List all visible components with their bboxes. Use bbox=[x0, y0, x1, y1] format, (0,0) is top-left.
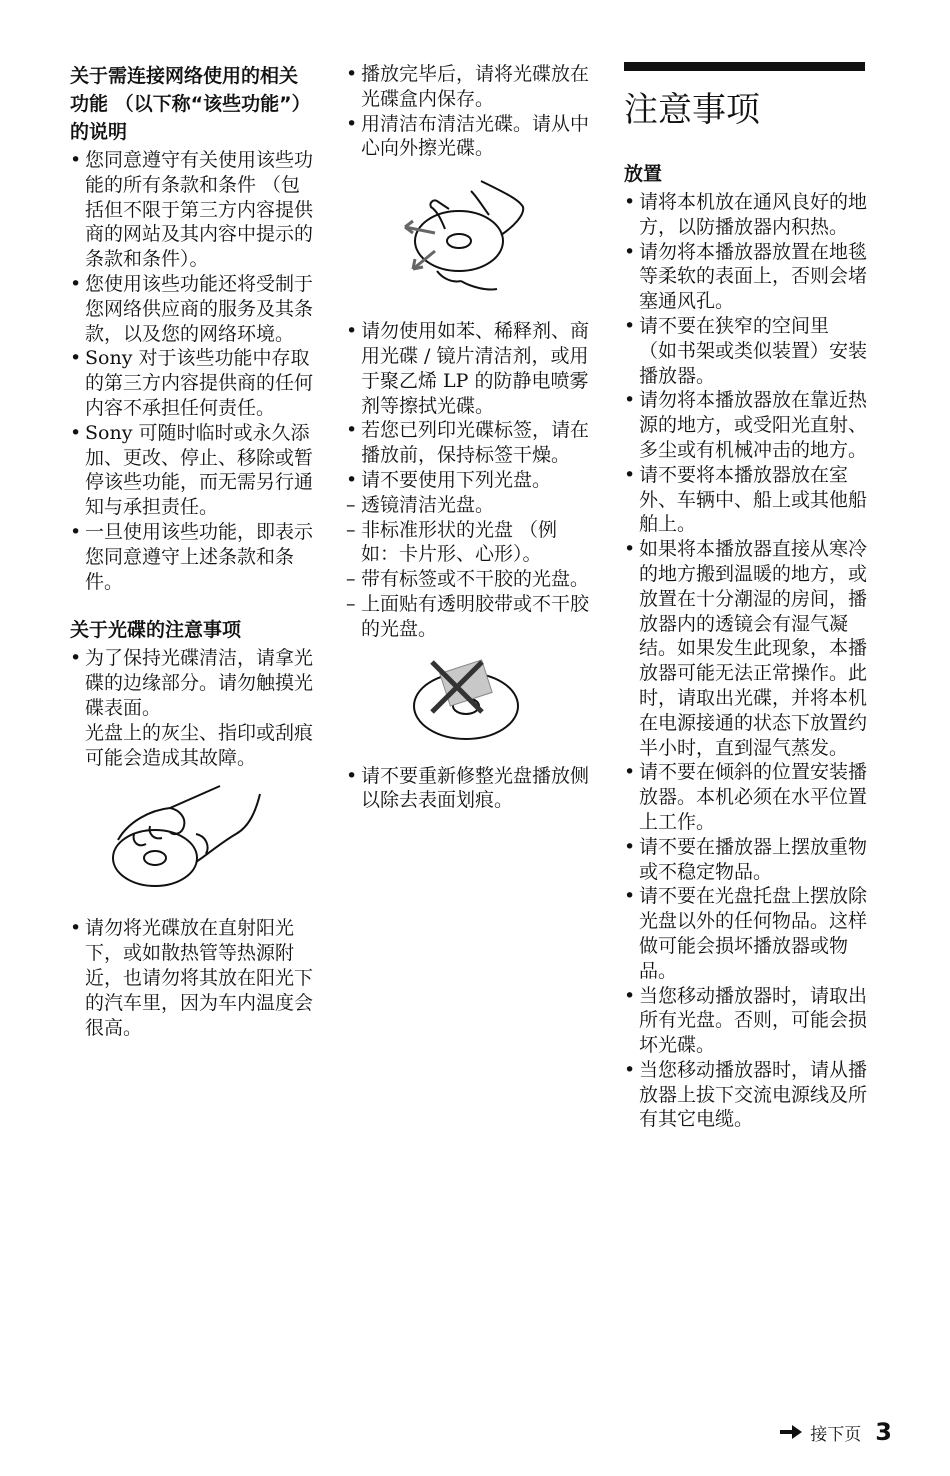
middle-column bbox=[346, 62, 591, 813]
list-item: • 请不要将本播放器放在室外、车辆中、船上或其他船舶上。 bbox=[624, 463, 869, 537]
list-item: • 您同意遵守有关使用该些功能的所有条款和条件 （包括但不限于第三方内容提供商的网站及其内容中提示的条款和条件）。 bbox=[70, 148, 315, 272]
list-item: • Sony 可随时临时或永久添加、更改、停止、移除或暂停该些功能，而无需另行通知与承担责任。 bbox=[70, 421, 315, 520]
list-item: • Sony 对于该些功能中存取的第三方内容提供商的任何内容不承担任何责任。 bbox=[70, 346, 315, 420]
left-column bbox=[70, 62, 315, 1040]
dash-item: – 带有标签或不干胶的光盘。 bbox=[346, 567, 591, 592]
disc-care-list-2 bbox=[346, 319, 591, 641]
list-item: • 请不要在播放器上摆放重物或不稳定物品。 bbox=[624, 835, 869, 885]
list-item: • 当您移动播放器时，请从播放器上拔下交流电源线及所有其它电缆。 bbox=[624, 1058, 869, 1132]
list-item-text: 请不要使用下列光盘。 bbox=[361, 468, 552, 491]
list-item bbox=[70, 646, 315, 770]
right-column bbox=[624, 62, 869, 1132]
list-item: • 当您移动播放器时，请取出所有光盘。否则，可能会损坏光碟。 bbox=[624, 984, 869, 1058]
page-footer bbox=[780, 1418, 892, 1446]
continued-label: 接下页 bbox=[810, 1424, 862, 1445]
list-item bbox=[346, 468, 591, 642]
list-item: • 请将本机放在通风良好的地方，以防播放器内积热。 bbox=[624, 190, 869, 240]
section-title: 注意事项 bbox=[624, 90, 760, 130]
list-item: • 您使用该些功能还将受制于您网络供应商的服务及其条款，以及您的网络环境。 bbox=[70, 272, 315, 346]
list-item: • 一旦使用该些功能，即表示您同意遵守上述条款和条件。 bbox=[70, 520, 315, 594]
list-item: • 若您已列印光碟标签，请在播放前，保持标签干燥。 bbox=[346, 418, 591, 468]
labelled-disc-illustration bbox=[412, 656, 524, 742]
network-functions-heading: 关于需连接网络使用的相关功能 （以下称“该些功能”）的说明 bbox=[70, 65, 311, 143]
disc-notes-heading: 关于光碟的注意事项 bbox=[70, 619, 242, 642]
list-item: • 请不要重新修整光盘播放侧以除去表面划痕。 bbox=[346, 764, 591, 814]
disc-notes-list-2 bbox=[70, 916, 315, 1040]
list-item-text: 为了保持光碟清洁，请拿光碟的边缘部分。请勿触摸光碟表面。 bbox=[85, 647, 314, 719]
dash-item: – 透镜清洁光盘。 bbox=[346, 493, 591, 518]
unsupported-discs-list bbox=[346, 493, 591, 642]
hold-disc-edge-illustration bbox=[110, 780, 270, 898]
right-arrow-icon bbox=[780, 1425, 802, 1439]
list-item: • 请勿将本播放器放置在地毯等柔软的表面上，否则会堵塞通风孔。 bbox=[624, 240, 869, 314]
list-item: • 用清洁布清洁光碟。请从中心向外擦光碟。 bbox=[346, 112, 591, 162]
network-functions-list bbox=[70, 148, 315, 594]
list-item: • 如果将本播放器直接从寒冷的地方搬到温暖的地方，或放置在十分潮湿的房间，播放器内的透镜会有湿气凝结。如果发生此现象，本播放器可能无法正常操作。此时，请取出光碟，并将本机在电源接通的状态下放置约半小时，直到湿气蒸发。 bbox=[624, 537, 869, 760]
list-item-note: 光盘上的灰尘、指印或刮痕可能会造成其故障。 bbox=[85, 721, 314, 769]
placement-list bbox=[624, 190, 869, 1132]
disc-notes-list bbox=[70, 646, 315, 770]
placement-heading: 放置 bbox=[624, 163, 663, 185]
list-item: • 请勿将光碟放在直射阳光下，或如散热管等热源附近，也请勿将其放在阳光下的汽车里，因为车内温度会很高。 bbox=[70, 916, 315, 1040]
list-item: • 请勿将本播放器放在靠近热源的地方，或受阳光直射、多尘或有机械冲击的地方。 bbox=[624, 388, 869, 462]
dash-item: – 非标准形状的光盘 （例如：卡片形、心形）。 bbox=[346, 518, 591, 568]
list-item: • 请不要在光盘托盘上摆放除光盘以外的任何物品。这样做可能会损坏播放器或物品。 bbox=[624, 884, 869, 983]
section-rule bbox=[624, 62, 865, 71]
list-item: • 请勿使用如苯、稀释剂、商用光碟 / 镜片清洁剂，或用于聚乙烯 LP 的防静电喷雾剂等擦拭光碟。 bbox=[346, 319, 591, 418]
list-item: • 请不要在倾斜的位置安装播放器。本机必须在水平位置上工作。 bbox=[624, 760, 869, 834]
dash-item: – 上面贴有透明胶带或不干胶的光盘。 bbox=[346, 592, 591, 642]
disc-care-list-3 bbox=[346, 764, 591, 814]
wipe-disc-illustration bbox=[401, 171, 541, 301]
page-number: 3 bbox=[875, 1418, 892, 1446]
list-item: • 播放完毕后，请将光碟放在光碟盒内保存。 bbox=[346, 62, 591, 112]
disc-care-list bbox=[346, 62, 591, 161]
list-item: • 请不要在狭窄的空间里 （如书架或类似装置）安装播放器。 bbox=[624, 314, 869, 388]
